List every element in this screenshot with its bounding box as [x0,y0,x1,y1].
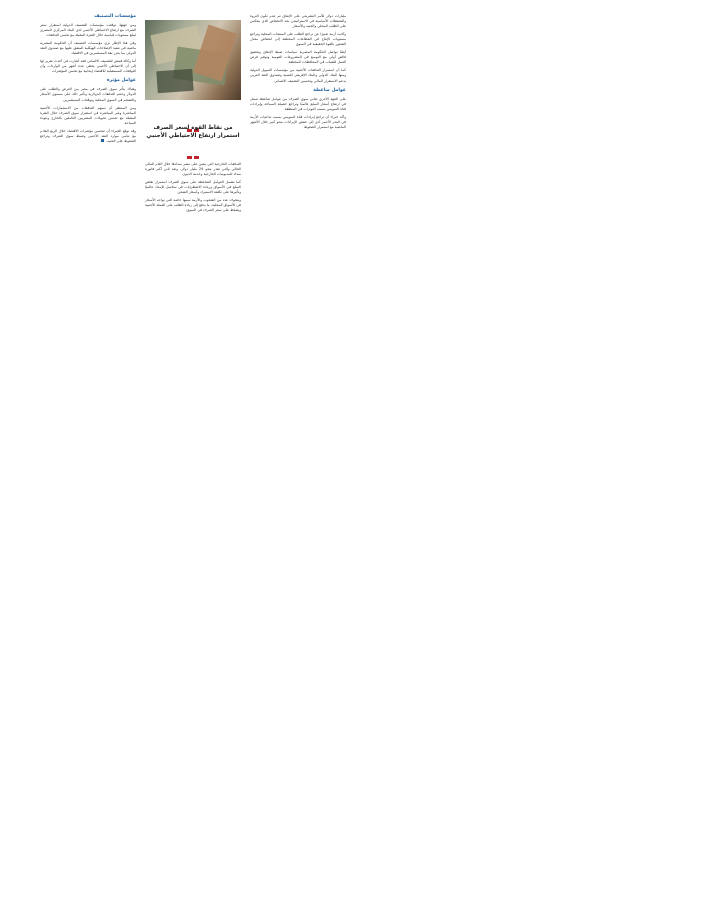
subheading: مؤسسات التصنيف [94,14,136,19]
paragraph: ويتخوف عدد من الشعوب والأزمة سببها خاصة التي تواجه الأسعار في الأسواق المحلية، ما يدفع إلى زيادة الطلب على العملة الأجنبية ويضغط على سعر الصرف في السوق [145,198,241,213]
paragraph: مليارات دولار للأمر التشريعي على الإنفاق تم عدم تكون الثروة والتحفظات الأساسية في الاستراتيجي بحد الانخفاض الذي ينعكس على الطلب المحلي والجنيه والأسعار [250,14,346,29]
article-headline [145,124,241,140]
article-photo [145,20,241,100]
paragraph: على الجهة الأخرى تعاني سوق الصرف من عوامل ضاغطة تتمثل في ارتفاع أسعار السلع عالميًا وتراجع حصيلة السياحة وإيرادات قناة السويس بسبب التوترات في المنطقة [250,96,346,111]
headline-line: استمرار ارتفاع الاحتياطي الأجنبي [146,133,240,139]
paragraph: وأكد خبراء أن تراجع إيرادات قناة السويس بسبب تداعيات الأزمة في البحر الأحمر أدى إلى خفض الإيرادات بنحو كبير خلال الأشهر الماضية مع استمرار الضغوط [250,114,346,129]
paragraph-text: وقد توقع الخبراء أن تتحسن مؤشرات الاقتصاد خلال الربع القادم مع تنامي موارد النقد الأجنبي وضبط سوق الصرف وتراجع الضغوط على الجنيه. [40,128,136,143]
paragraph: كما تشمل العوامل الضاغطة على سوق الصرف استمرار تقلص السلع في الأسواق وزيادة الاضطرابات في سلاسل الإمداد عالميًا وتأثيرها على تكلفة الاستيراد وأسعار الشحن [145,180,241,195]
paragraph: كما أن استمرار التدفقات الأجنبية من مؤسسات التمويل الدولية ومنها البنك الدولي والبنك الإفريقي للتنمية وصندوق النقد العربي يدعم الاستقرار المالي وتحسين التصنيف الائتماني [250,68,346,83]
column-middle [145,162,241,216]
paragraph [40,129,136,144]
subheading: عوامل ضاغطة [313,87,346,93]
newspaper-page [38,14,346,472]
paragraph: ومن جهتها، توقعت مؤسسات التصنيف الدولية استقرار سعر الصرف مع ارتفاع الاحتياطي الأجنبي لدى البنك المركزي المصري ليبلغ مستويات قياسية خلال الفترة المقبلة مع تحسن التدفقات [40,23,136,38]
headline-line: من نقاط القوة لسعر الصرف [153,125,233,131]
paragraph: وكانت أزمة تعبيرًا عن تراجع الطلب على المنتجات المحلية وتراجع مستويات الإنتاج في القطاعات المختلفة إلى انخفاض معدل الشعور بالقوة الحقيقية في السوق [250,32,346,47]
paragraph: أيضًا تواصل الحكومة المصرية سياسات ضبط الإنفاق وتحقيق فائض أولي مع التوسع في المشروعات القومية وتوفير فرص العمل للشباب في المحافظات المختلفة [250,50,346,65]
end-of-article-mark [101,139,104,142]
headline-bottom-marks [145,144,241,148]
column-left [40,14,136,147]
paragraph: وهناك يتأثر سوق الصرف في مصر بين العرض والطلب على الدولار وحجم التدفقات الدولارية وتأثير ذلك على مستوى الأسعار والتضخم في السوق المحلية وتوقعات المستثمرين [40,87,136,102]
column-right [250,14,346,133]
headline-top-marks [145,117,241,121]
paragraph: أما وكالة فيتش للتصنيف الائتماني فقد أشارت في أحدث تقرير لها إلى أن الاحتياطي الأجنبي يغطي عدة أشهر من الواردات وأن التوقعات المستقبلية للاقتصاد إيجابية مع تحسن المؤشرات [40,59,136,74]
paragraph: وفي هذا الإطار ترى مؤسسات التصنيف أن الحكومة المصرية ماضية في تنفيذ الإصلاحات الهيكلية المتفق عليها مع صندوق النقد الدولي بما يعزز ثقة المستثمرين في الاقتصاد [40,41,136,56]
subheading: عوامل مؤثرة [106,78,136,84]
paragraph: ومن المنتظر أن تسهم التدفقات من الاستثمارات الأجنبية المباشرة وغير المباشرة في استقرار سوق الصرف خلال الفترة المقبلة مع تحسن تحويلات المصريين العاملين بالخارج وعودة السياحة [40,105,136,125]
paragraph: التدفقات الخارجية التي يتعين على مصر سدادها خلال العام المالي الحالي والتي تقدر بنحو 29 مليار دولار، وتعد ثاني أكبر فاتورة سداد للمديونيات الخارجية وخدمة الديون [145,162,241,177]
